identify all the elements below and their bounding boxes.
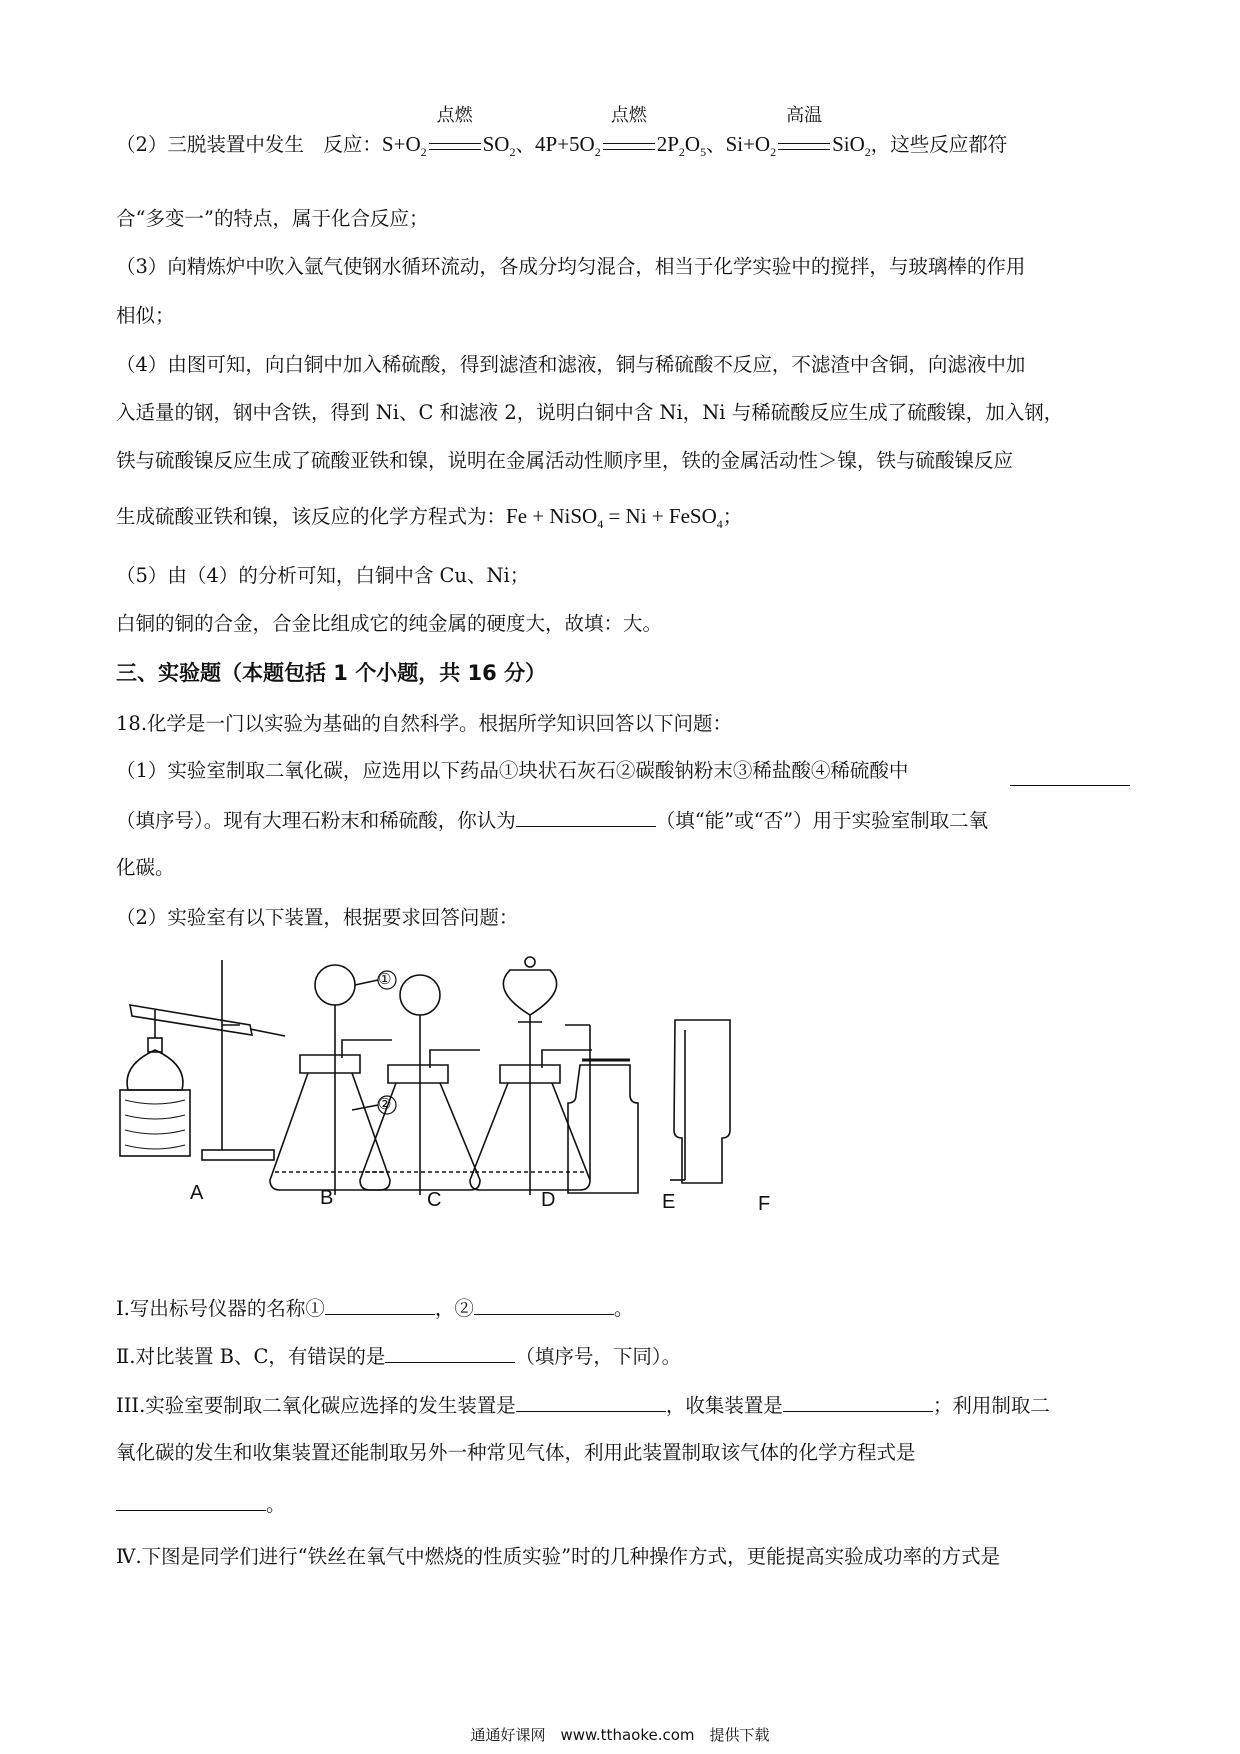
- para-4-line-2: 入适量的钢，钢中含铁，得到 Ni、C 和滤液 2，说明白铜中含 Ni，Ni 与稀硫酸反应生成了硫酸镍，加入钢，: [116, 401, 1064, 424]
- q18-iv: Ⅳ.下图是同学们进行“铁丝在氧气中燃烧的性质实验”时的几种操作方式，更能提高实验成功率的方式是: [116, 1545, 1001, 1568]
- q18-part1-line-3: 化碳。: [116, 856, 175, 879]
- answer-blank-generator[interactable]: [516, 1391, 666, 1412]
- para-4-line-3: 铁与硫酸镍反应生成了硫酸亚铁和镍，说明在金属活动性顺序里，铁的金属活动性＞镍，铁与硫酸镍反应: [116, 449, 1014, 472]
- section-3-heading: 三、实验题（本题包括 1 个小题，共 16 分）: [116, 661, 547, 685]
- para-5-line-1: （5）由（4）的分析可知，白铜中含 Cu、Ni；: [116, 564, 530, 587]
- para-2-line-1: [116, 105, 1008, 166]
- figure-label-b: B: [320, 1187, 334, 1209]
- apparatus-c: [360, 975, 480, 1195]
- apparatus-a: [120, 960, 285, 1160]
- q18-i-text-a: Ⅰ.写出标号仪器的名称①: [116, 1297, 325, 1320]
- separator: 、: [515, 133, 535, 156]
- q18-part1-line-2: [116, 806, 988, 835]
- para-5-line-2: 白铜的铜的合金，合金比组成它的纯金属的硬度大，故填：大。: [116, 612, 663, 635]
- reaction-3-condition: 高温: [778, 130, 830, 158]
- para-2-line-2: 合“多变一”的特点，属于化合反应；: [116, 207, 429, 230]
- separator: 、: [706, 133, 726, 156]
- figure-label-d: D: [541, 1189, 556, 1211]
- equation-fe-niso4: Fe + NiSO$_4$ = Ni + FeSO$_4$: [506, 504, 723, 532]
- q18-ii-text-a: Ⅱ.对比装置 B、C，有错误的是: [116, 1345, 386, 1368]
- marker-2: ②: [378, 1096, 392, 1113]
- answer-blank-can-or-not[interactable]: [516, 806, 656, 827]
- reaction-1: $S+O_2$ 点燃 $SO_2$: [381, 105, 516, 160]
- q18-part2: （2）实验室有以下装置，根据要求回答问题：: [116, 906, 519, 929]
- para-4-line-4: [116, 502, 742, 538]
- q18-iii-line-3-end: 。: [266, 1493, 286, 1516]
- para-3-line-1: （3）向精炼炉中吹入氩气使钢水循环流动，各成分均匀混合，相当于化学实验中的搅拌，与玻璃棒的作用: [116, 255, 1026, 278]
- para-2-prefix: （2）三脱装置中发生 反应：: [116, 133, 382, 156]
- q18-iii-text-c: ；利用制取二: [932, 1394, 1050, 1417]
- q18-iii-text-a: III.实验室要制取二氧化碳应选择的发生装置是: [116, 1394, 516, 1417]
- answer-blank-reagents[interactable]: [1010, 765, 1130, 786]
- figure-label-a: A: [190, 1182, 204, 1204]
- figure-label-f: F: [758, 1193, 771, 1215]
- para-4-line-1: （4）由图可知，向白铜中加入稀硫酸，得到滤渣和滤液，铜与稀硫酸不反应，不滤渣中含铜，向滤液中加: [116, 353, 1026, 376]
- reaction-1-condition: 点燃: [429, 130, 481, 158]
- answer-blank-collector[interactable]: [783, 1391, 933, 1412]
- q18-i: [116, 1294, 633, 1323]
- page-footer: 通通好课网 www.tthaoke.com 提供下载: [470, 1726, 770, 1744]
- q18-part1-line-1: [116, 757, 908, 785]
- apparatus-d: [470, 957, 592, 1195]
- apparatus-b: [270, 965, 396, 1195]
- para-4-line-4-suffix: ；: [722, 505, 743, 528]
- answer-blank-instrument-1[interactable]: [325, 1294, 435, 1315]
- q18-ii-text-b: （填序号，下同）。: [515, 1345, 682, 1368]
- q18-i-text-b: ，②: [434, 1297, 474, 1320]
- q18-part1-line-2b: （填“能”或“否”）用于实验室制取二氧: [655, 809, 989, 832]
- answer-blank-instrument-2[interactable]: [474, 1294, 614, 1315]
- para-4-line-4-prefix: 生成硫酸亚铁和镍，该反应的化学方程式为：: [116, 505, 507, 528]
- figure-label-e: E: [662, 1191, 676, 1213]
- q18-iii-line-3: [116, 1490, 286, 1519]
- q18-ii: [116, 1342, 681, 1371]
- q18-intro: 18.化学是一门以实验为基础的自然科学。根据所学知识回答以下问题：: [116, 712, 733, 735]
- answer-blank-error[interactable]: [385, 1342, 515, 1363]
- apparatus-f: [670, 1020, 730, 1183]
- para-2-suffix: ，这些反应都符: [870, 133, 1008, 156]
- para-3-line-2: 相似；: [116, 304, 175, 327]
- figure-label-c: C: [427, 1189, 442, 1211]
- reaction-2-condition: 点燃: [603, 130, 655, 158]
- q18-iii-line-2: 氧化碳的发生和收集装置还能制取另外一种常见气体，利用此装置制取该气体的化学方程式是: [116, 1441, 916, 1464]
- answer-blank-equation[interactable]: [116, 1490, 266, 1511]
- apparatus-figure: [110, 950, 830, 1230]
- marker-1: ①: [378, 971, 392, 988]
- reaction-3: $Si+O_2$ 高温 SiO$_2$: [725, 105, 871, 160]
- q18-iii-line-1: [116, 1391, 1050, 1420]
- q18-part1-text: （1）实验室制取二氧化碳，应选用以下药品①块状石灰石②碳酸钠粉末③稀盐酸④稀硫酸中: [116, 759, 909, 782]
- q18-iii-text-b: ，收集装置是: [665, 1394, 783, 1417]
- q18-part1-line-2a: （填序号）。现有大理石粉末和稀硫酸，你认为: [116, 809, 516, 832]
- reaction-2: $4P+5O_2$ 点燃 $2P_2O_5$: [535, 105, 707, 160]
- q18-i-text-c: 。: [613, 1297, 634, 1320]
